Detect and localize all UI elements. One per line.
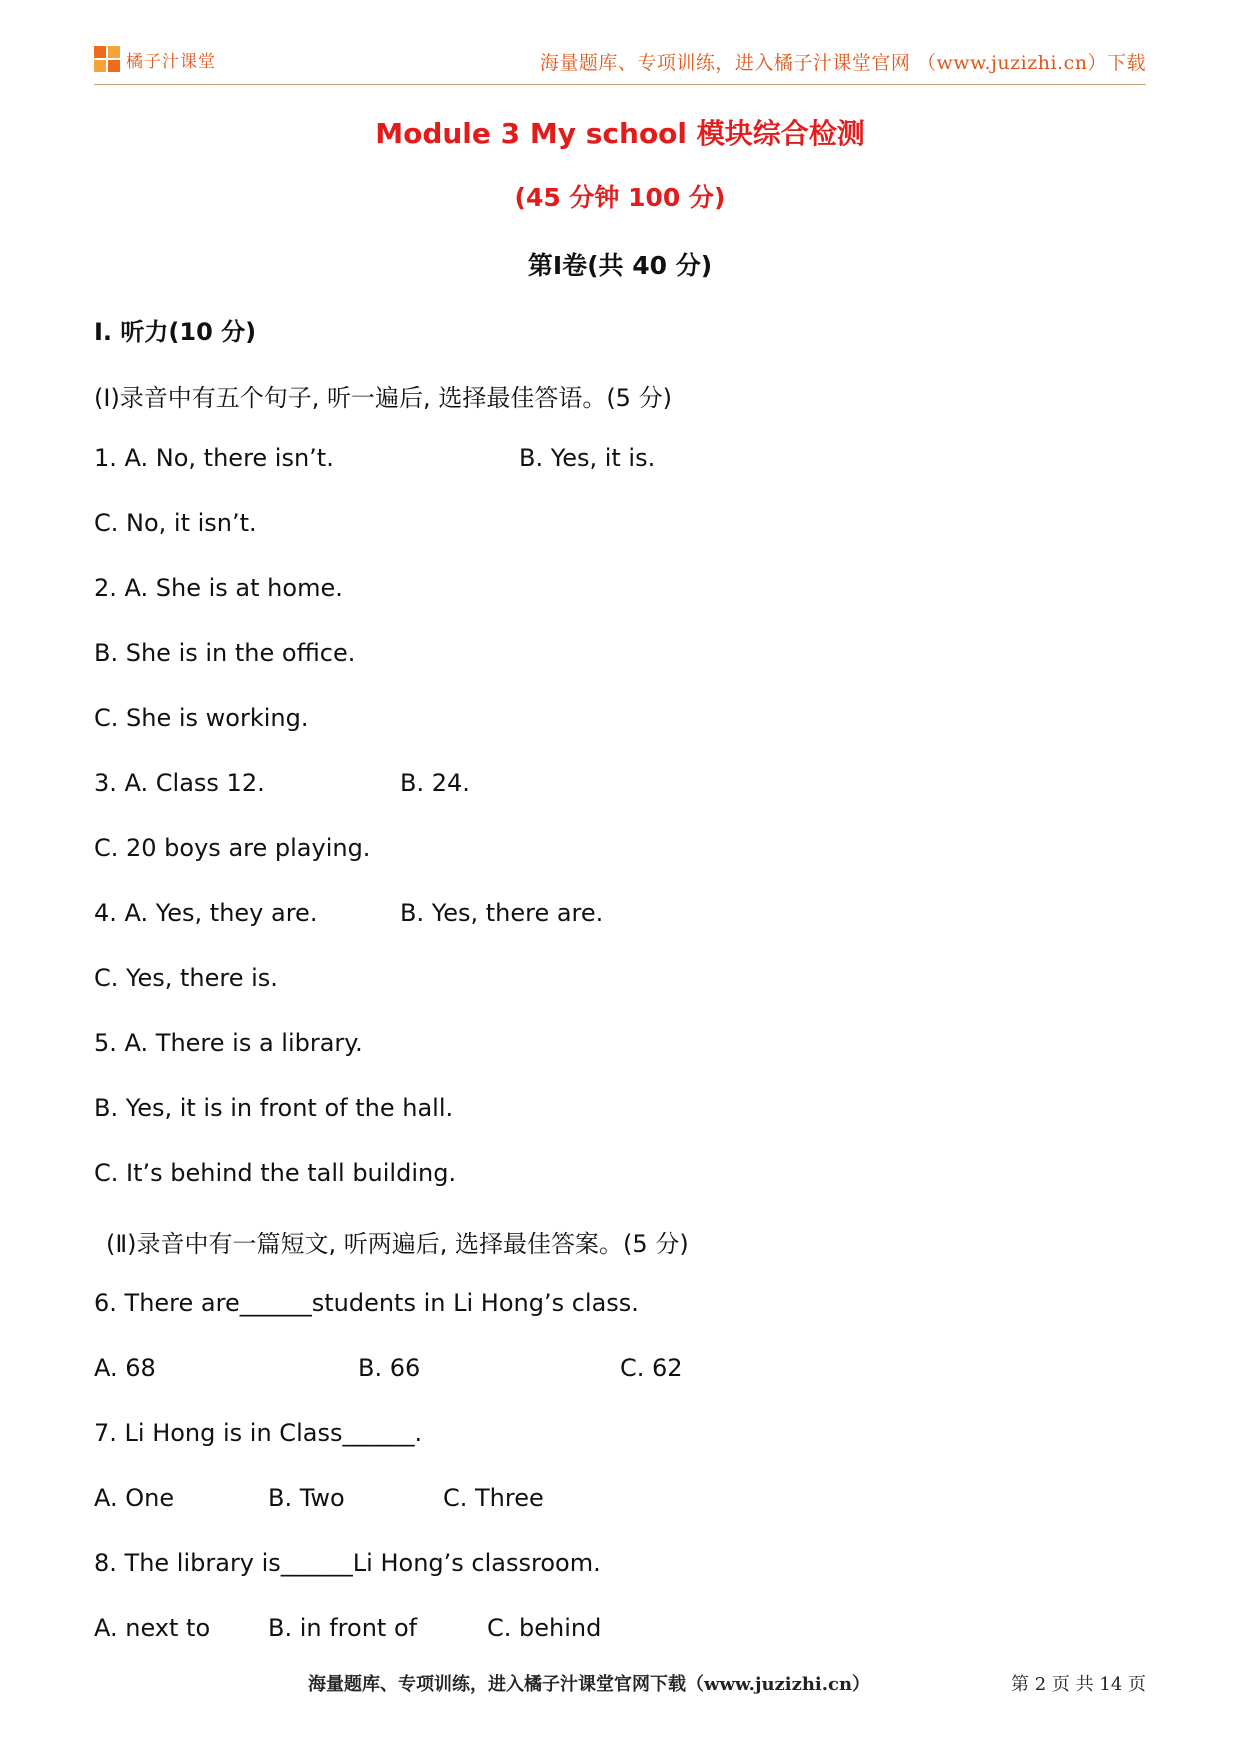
q8-option-a: A. next to (94, 1614, 211, 1642)
q5-option-a: 5. A. There is a library. (94, 1029, 363, 1057)
q6-option-a: A. 68 (94, 1354, 156, 1382)
q2-option-a: 2. A. She is at home. (94, 574, 343, 602)
q6-stem: 6. There are______students in Li Hong’s class. (94, 1289, 639, 1317)
volume-title: 第Ⅰ卷(共 40 分) (527, 251, 713, 280)
page-header (94, 38, 1146, 85)
logo-text: 橘子汁课堂 (126, 51, 216, 72)
q4-option-a: 4. A. Yes, they are. (94, 899, 318, 927)
q3-option-b: B. 24. (400, 769, 470, 797)
logo-icon (94, 46, 120, 72)
q6-option-b: B. 66 (358, 1354, 421, 1382)
section-heading-listening: Ⅰ. 听力(10 分) (94, 318, 257, 346)
q1-option-a: 1. A. No, there isn’t. (94, 444, 334, 472)
q5-option-b: B. Yes, it is in front of the hall. (94, 1094, 454, 1122)
q8-option-b: B. in front of (268, 1614, 418, 1642)
q8-stem: 8. The library is______Li Hong’s classroom. (94, 1549, 601, 1577)
page-number: 第 2 页 共 14 页 (1011, 1674, 1146, 1695)
exam-title: Module 3 My school 模块综合检测 (375, 117, 865, 150)
q3-option-a: 3. A. Class 12. (94, 769, 265, 797)
q7-option-b: B. Two (268, 1484, 345, 1512)
q1-option-c: C. No, it isn’t. (94, 509, 257, 537)
footer-download-text: 海量题库、专项训练，进入橘子汁课堂官网下载（www.juzizhi.cn） (308, 1674, 871, 1695)
logo (94, 44, 216, 74)
q3-option-c: C. 20 boys are playing. (94, 834, 371, 862)
q2-option-c: C. She is working. (94, 704, 309, 732)
q6-option-c: C. 62 (620, 1354, 683, 1382)
q4-option-b: B. Yes, there are. (400, 899, 604, 927)
q2-option-b: B. She is in the office. (94, 639, 356, 667)
part2-instruction: (Ⅱ)录音中有一篇短文, 听两遍后, 选择最佳答案。(5 分) (106, 1230, 689, 1258)
header-download-text: 海量题库、专项训练，进入橘子汁课堂官网 （www.juzizhi.cn）下载 (539, 52, 1146, 74)
part1-instruction: (Ⅰ)录音中有五个句子, 听一遍后, 选择最佳答语。(5 分) (94, 384, 672, 412)
q1-option-b: B. Yes, it is. (519, 444, 656, 472)
exam-time-score: (45 分钟 100 分) (514, 183, 726, 212)
q7-stem: 7. Li Hong is in Class______. (94, 1419, 423, 1447)
q5-option-c: C. It’s behind the tall building. (94, 1159, 457, 1187)
q4-option-c: C. Yes, there is. (94, 964, 278, 992)
q7-option-a: A. One (94, 1484, 175, 1512)
q7-option-c: C. Three (443, 1484, 544, 1512)
q8-option-c: C. behind (487, 1614, 602, 1642)
